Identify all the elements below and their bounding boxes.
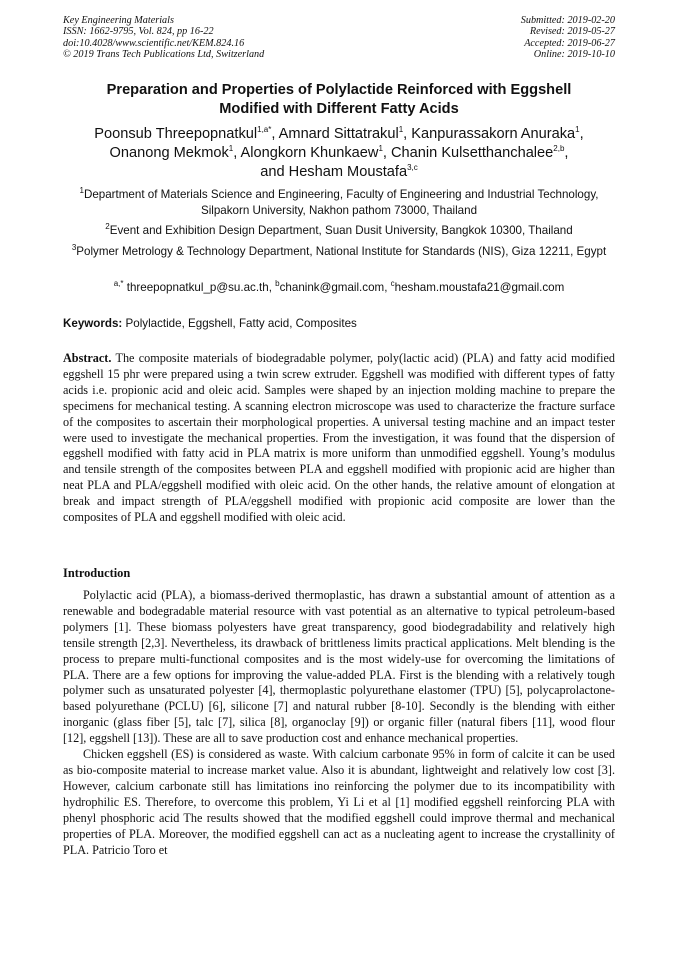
author-line-1: Poonsub Threepopnatkul$^{1,a*}$, Amnard Sittatrakul$^1$, Kanpurassakorn Anuraka$^1$, bbox=[94, 125, 584, 142]
abstract bbox=[63, 351, 615, 526]
affiliation-2-text: Event and Exhibition Design Department, Suan Dusit University, Bangkok 10300, Thailand bbox=[109, 224, 573, 237]
date-revised: Revised: 2019-05-27 bbox=[529, 26, 615, 38]
author-2-sup: 1 bbox=[398, 125, 404, 135]
title-line-1: Preparation and Properties of Polylactide Reinforced with Eggshell bbox=[106, 82, 572, 98]
author-5: Alongkorn Khunkaew bbox=[240, 145, 379, 161]
email-b[interactable]: chanink@gmail.com bbox=[279, 281, 385, 294]
author-emails: $^{a,*}$ threepopnatkul_p@su.ac.th, $^b$chanink@gmail.com, $^c$hesham.moustafa21@gmail.com bbox=[113, 279, 565, 294]
journal-header-left bbox=[63, 15, 264, 61]
affiliation-3-text: Polymer Metrology & Technology Department, National Institute for Standards (NIS), Giza 12211, Egypt bbox=[76, 245, 607, 258]
email-c[interactable]: hesham.moustafa21@gmail.com bbox=[394, 281, 565, 294]
journal-name: Key Engineering Materials bbox=[63, 15, 174, 26]
introduction-paragraph-2: Chicken eggshell (ES) is considered as waste. With calcium carbonate 95% in form of calcite it can be used as bio-composite material to increase market value. Also it is abundant, lightweight and relatively low cost [3]. However, calcium carbonate still has limitations ino reinforcing the polymer due to its incompatibility with hydrophilic ES. Therefore, to overcome this problem, Yi Li et al [1] modified eggshell reinforcing PLA with phenyl phosphoric acid The results showed that the modified eggshell could improve thermal and mechanical properties of PLA. Moreover, the modified eggshell can act as a nucleating agent to increase the crystallinity of PLA. Patricio Toro et bbox=[63, 747, 615, 857]
affiliation-1-text: Department of Materials Science and Engineering, Faculty of Engineering and Industrial Technology, Silpakorn University, Nakhon pathom 73000, Thailand bbox=[83, 188, 599, 217]
date-online: Online: 2019-10-10 bbox=[533, 49, 615, 61]
author-7: Hesham Moustafa bbox=[288, 164, 408, 180]
author-line-2: Onanong Mekmok$^1$, Alongkorn Khunkaew$^1$, Chanin Kulsetthanchalee$^{2,b}$, bbox=[109, 144, 569, 161]
email-c-sup: c bbox=[390, 279, 395, 289]
affiliation-1 bbox=[60, 187, 618, 219]
affiliation-2 bbox=[60, 223, 618, 239]
author-2: Amnard Sittatrakul bbox=[278, 126, 399, 142]
journal-header-right bbox=[521, 15, 615, 61]
email-b-sup: b bbox=[275, 279, 280, 289]
author-4: Onanong Mekmok bbox=[109, 145, 229, 161]
introduction-heading: Introduction bbox=[63, 566, 131, 580]
affiliation-3 bbox=[60, 244, 618, 260]
author-and: and bbox=[260, 164, 285, 180]
author-1: Poonsub Threepopnatkul bbox=[94, 126, 258, 142]
author-6: Chanin Kulsetthanchalee bbox=[391, 145, 554, 161]
abstract-label: Abstract. bbox=[63, 351, 112, 365]
date-submitted: Submitted: 2019-02-20 bbox=[520, 15, 615, 26]
author-3: Kanpurassakorn Anuraka bbox=[411, 126, 576, 142]
date-accepted: Accepted: 2019-06-27 bbox=[524, 37, 615, 49]
author-5-sup: 1 bbox=[378, 144, 383, 154]
author-7-sup: 3,c bbox=[407, 163, 418, 173]
introduction-paragraph-1: Polylactic acid (PLA), a biomass-derived thermoplastic, has drawn a substantial amount of attention as a renewable and bodegradable material resource with vast potential as an alternative to typical petroleum-based polymers [1]. These biomass polyesters have great transparency, good biodegradability and relatively high tensile strength [2,3]. Nevertheless, its drawback of brittleness limits practical applications. Melt blending is the process to prepare multi-functional composites and is the most widely-use for overcoming the limitations of PLA. There are a few options for improving the value-added PLA. First is the blending with a relatively tough polymer such as unsaturated polyester [4], thermoplastic polyurethane elastomer (TPU) [5], polycaprolactone-based polyurethane (PCLU) [6], silicone [7] and natural rubber [8-10]. Secondly is the blending with either inorganic (glass fiber [5], talc [7], silica [8], organoclay [9]) or organic filler (natural fibers [11], wood flour [12], eggshell [13]). These are all to save production cost and enhance mechanical properties. bbox=[63, 588, 615, 746]
introduction-body bbox=[63, 588, 615, 858]
affiliation-1-sup: 1 bbox=[79, 186, 84, 196]
author-1-sup: 1,a* bbox=[257, 125, 272, 135]
author-3-sup: 1 bbox=[575, 125, 580, 135]
keywords bbox=[63, 316, 615, 332]
keywords-text: Polylactide, Eggshell, Fatty acid, Composites bbox=[125, 317, 357, 330]
author-4-sup: 1 bbox=[228, 144, 234, 154]
journal-issn: ISSN: 1662-9795, Vol. 824, pp 16-22 bbox=[63, 26, 214, 38]
abstract-text: The composite materials of biodegradable polymer, poly(lactic acid) (PLA) and fatty acid modified eggshell 15 phr were prepared using a twin screw extruder. Eggshell was modified with different types of fatty acids i.e. propionic acid and oleic acid. Samples were shaped by an injection molding machine to prepare the specimens for mechanical testing. A scanning electron microscope was used to characterize the fracture surface of the composites to ascertain their morphological properties. A universal testing machine and an impact tester were used to investigate the mechanical properties. From the investigation, it was found that the dispersion of eggshell modified with fatty acid in PLA matrix is more uniform than unmodified eggshell. Young’s modulus and tensile strength of the composites between PLA and eggshell modified with propionic acid are higher than neat PLA and PLA/eggshell modified with oleic acid. On the other hands, the relative amount of elongation at break and impact strength of PLA/eggshell modified with propionic acid composite are lower than the composites of PLA and eggshell modified with oleic acid. bbox=[63, 351, 615, 525]
journal-copyright: © 2019 Trans Tech Publications Ltd, Switzerland bbox=[63, 49, 265, 61]
keywords-label: Keywords: bbox=[63, 317, 123, 330]
title-line-2: Modified with Different Fatty Acids bbox=[219, 101, 459, 117]
affiliation-2-sup: 2 bbox=[105, 222, 110, 232]
affiliation-3-sup: 3 bbox=[71, 243, 77, 253]
author-list bbox=[55, 125, 623, 182]
journal-doi: doi:10.4028/www.scientific.net/KEM.824.16 bbox=[63, 37, 245, 49]
email-a-sup: a,* bbox=[113, 279, 124, 289]
paper-title bbox=[63, 81, 615, 119]
email-a[interactable]: threepopnatkul_p@su.ac.th bbox=[126, 281, 269, 294]
author-line-3 bbox=[55, 163, 623, 182]
author-6-sup: 2,b bbox=[553, 144, 565, 154]
